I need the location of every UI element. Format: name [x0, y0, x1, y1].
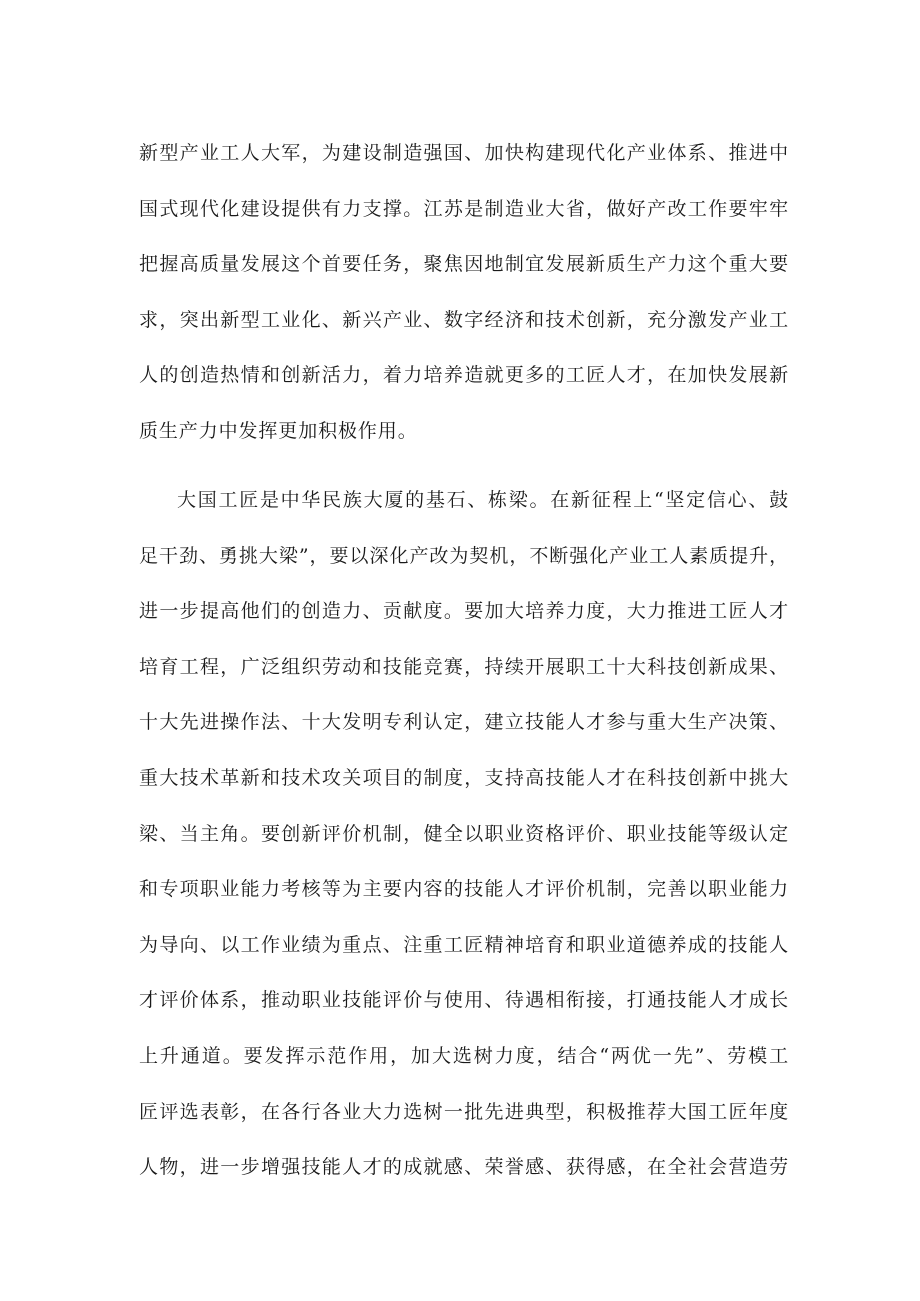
paragraph-2-line-12: 匠评选表彰，在各行各业大力选树一批先进典型，积极推荐大国工匠年度: [139, 1100, 789, 1123]
paragraph-2-line-5: 十大先进操作法、十大发明专利认定，建立技能人才参与重大生产决策、: [139, 711, 789, 734]
paragraph-2-line-7: 梁、当主角。要创新评价机制，健全以职业资格评价、职业技能等级认定: [139, 822, 789, 845]
paragraph-2-line-8: 和专项职业能力考核等为主要内容的技能人才评价机制，完善以职业能力: [139, 878, 789, 901]
paragraph-2-line-3: 进一步提高他们的创造力、贡献度。要加大培养力度，大力推进工匠人才: [139, 600, 789, 623]
paragraph-2-line-2: 足干劲、勇挑大梁”，要以深化产改为契机，不断强化产业工人素质提升，: [139, 544, 789, 567]
paragraph-2-line-11: 上升通道。要发挥示范作用，加大选树力度，结合“两优一先”、劳模工: [139, 1044, 789, 1067]
paragraph-1-line-3: 把握高质量发展这个首要任务，聚焦因地制宜发展新质生产力这个重大要: [139, 253, 789, 276]
paragraph-2: [139, 473, 789, 1196]
paragraph-2-line-4: 培育工程，广泛组织劳动和技能竞赛，持续开展职工十大科技创新成果、: [139, 655, 789, 678]
paragraph-2-line-13: 人物，进一步增强技能人才的成就感、荣誉感、获得感，在全社会营造劳: [139, 1156, 789, 1179]
paragraph-2-line-1: 大国工匠是中华民族大厦的基石、栋梁。在新征程上“坚定信心、鼓: [177, 489, 789, 511]
paragraph-1-line-4: 求，突出新型工业化、新兴产业、数字经济和技术创新，充分激发产业工: [139, 308, 789, 331]
paragraph-1-line-2: 国式现代化建设提供有力支撑。江苏是制造业大省，做好产改工作要牢牢: [139, 197, 789, 220]
paragraph-1: [139, 126, 789, 460]
paragraph-2-line-9: 为导向、以工作业绩为重点、注重工匠精神培育和职业道德养成的技能人: [139, 933, 789, 956]
paragraph-1-line-1: 新型产业工人大军，为建设制造强国、加快构建现代化产业体系、推进中: [139, 142, 789, 164]
paragraph-2-line-10: 才评价体系，推动职业技能评价与使用、待遇相衔接，打通技能人才成长: [139, 989, 789, 1012]
paragraph-2-line-6: 重大技术革新和技术攻关项目的制度，支持高技能人才在科技创新中挑大: [139, 766, 789, 789]
paragraph-1-line-6: 质生产力中发挥更加积极作用。: [139, 419, 418, 442]
paragraph-1-line-5: 人的创造热情和创新活力，着力培养造就更多的工匠人才，在加快发展新: [139, 364, 789, 387]
